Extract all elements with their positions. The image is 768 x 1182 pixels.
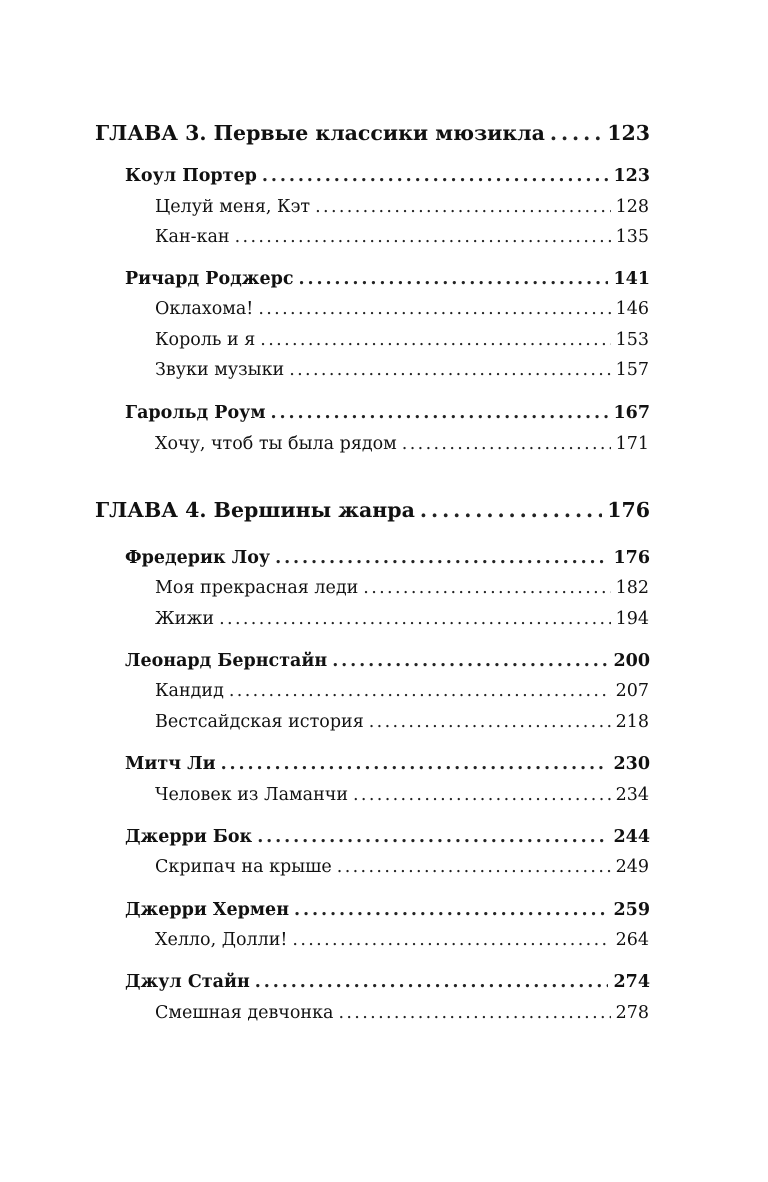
author-name: Джерри Хермен (125, 900, 290, 920)
dot-leader (420, 498, 602, 522)
dot-leader (229, 681, 611, 701)
toc-author-entry[interactable] (125, 548, 650, 568)
chapter-title: ГЛАВА 4. Вершины жанра (95, 498, 415, 522)
page-number: 259 (613, 900, 650, 920)
toc-work-entry[interactable] (155, 578, 649, 598)
author-name: Джерри Бок (125, 827, 253, 847)
page-number: 153 (615, 330, 649, 350)
page-number: 176 (613, 548, 650, 568)
dot-leader (258, 299, 610, 319)
dot-leader (255, 972, 609, 992)
toc-work-entry[interactable] (155, 197, 649, 217)
chapter-4-heading[interactable] (95, 498, 650, 522)
work-title: Смешная девчонка (155, 1003, 334, 1023)
dot-leader (332, 651, 608, 671)
toc-work-entry[interactable] (155, 785, 649, 805)
dot-leader (353, 785, 611, 805)
dot-leader (315, 197, 611, 217)
toc-work-entry[interactable] (155, 930, 649, 950)
author-name: Митч Ли (125, 754, 216, 774)
dot-leader (221, 754, 609, 774)
page-number: 194 (615, 609, 649, 629)
page-number: 167 (613, 403, 650, 423)
toc-work-entry[interactable] (155, 681, 649, 701)
author-name: Леонард Бернстайн (125, 651, 328, 671)
page-number: 171 (615, 434, 649, 454)
dot-leader (298, 269, 608, 289)
work-title: Кан-кан (155, 227, 230, 247)
dot-leader (363, 578, 610, 598)
toc-author-entry[interactable] (125, 166, 650, 186)
work-title: Хелло, Долли! (155, 930, 288, 950)
dot-leader (292, 930, 610, 950)
page-number: 123 (613, 166, 650, 186)
work-title: Звуки музыки (155, 360, 285, 380)
work-title: Скрипач на крыше (155, 857, 332, 877)
dot-leader (338, 1003, 610, 1023)
toc-work-entry[interactable] (155, 299, 649, 319)
dot-leader (337, 857, 611, 877)
toc-author-entry[interactable] (125, 972, 650, 992)
toc-work-entry[interactable] (155, 360, 649, 380)
toc-author-entry[interactable] (125, 269, 650, 289)
page-number: 141 (613, 269, 650, 289)
work-title: Король и я (155, 330, 256, 350)
page-number: 182 (615, 578, 649, 598)
page-number: 234 (615, 785, 649, 805)
dot-leader (262, 166, 609, 186)
toc-author-entry[interactable] (125, 900, 650, 920)
page-number: 274 (613, 972, 650, 992)
work-title: Человек из Ламанчи (155, 785, 348, 805)
chapter-title: ГЛАВА 3. Первые классики мюзикла (95, 121, 545, 145)
dot-leader (257, 827, 608, 847)
page-number: 230 (613, 754, 650, 774)
dot-leader (550, 121, 602, 145)
page-number: 123 (607, 121, 650, 145)
toc-work-entry[interactable] (155, 857, 649, 877)
dot-leader (289, 360, 610, 380)
toc-work-entry[interactable] (155, 609, 649, 629)
toc-work-entry[interactable] (155, 330, 649, 350)
page-number: 200 (613, 651, 650, 671)
dot-leader (271, 403, 609, 423)
author-name: Гарольд Роум (125, 403, 266, 423)
page-number: 146 (615, 299, 649, 319)
author-name: Коул Портер (125, 166, 257, 186)
dot-leader (260, 330, 610, 350)
page-number: 207 (615, 681, 649, 701)
toc-work-entry[interactable] (155, 712, 649, 732)
toc-author-entry[interactable] (125, 651, 650, 671)
page-number: 135 (615, 227, 649, 247)
toc-author-entry[interactable] (125, 827, 650, 847)
dot-leader (219, 609, 611, 629)
toc-author-entry[interactable] (125, 754, 650, 774)
chapter-3-heading[interactable] (95, 121, 650, 145)
author-name: Фредерик Лоу (125, 548, 271, 568)
dot-leader (369, 712, 611, 732)
dot-leader (294, 900, 608, 920)
toc-author-entry[interactable] (125, 403, 650, 423)
page-number: 278 (615, 1003, 649, 1023)
work-title: Вестсайдская история (155, 712, 364, 732)
toc-work-entry[interactable] (155, 227, 649, 247)
work-title: Жижи (155, 609, 215, 629)
page-number: 157 (615, 360, 649, 380)
work-title: Целуй меня, Кэт (155, 197, 311, 217)
work-title: Кандид (155, 681, 224, 701)
page-number: 249 (615, 857, 649, 877)
page-number: 244 (613, 827, 650, 847)
dot-leader (275, 548, 608, 568)
page-number: 176 (607, 498, 650, 522)
author-name: Ричард Роджерс (125, 269, 294, 289)
toc-work-entry[interactable] (155, 434, 649, 454)
page-number: 264 (615, 930, 649, 950)
page-number: 218 (615, 712, 649, 732)
work-title: Оклахома! (155, 299, 254, 319)
work-title: Моя прекрасная леди (155, 578, 359, 598)
dot-leader (402, 434, 611, 454)
page-number: 128 (615, 197, 649, 217)
work-title: Хочу, чтоб ты была рядом (155, 434, 397, 454)
author-name: Джул Стайн (125, 972, 250, 992)
toc-work-entry[interactable] (155, 1003, 649, 1023)
dot-leader (235, 227, 611, 247)
